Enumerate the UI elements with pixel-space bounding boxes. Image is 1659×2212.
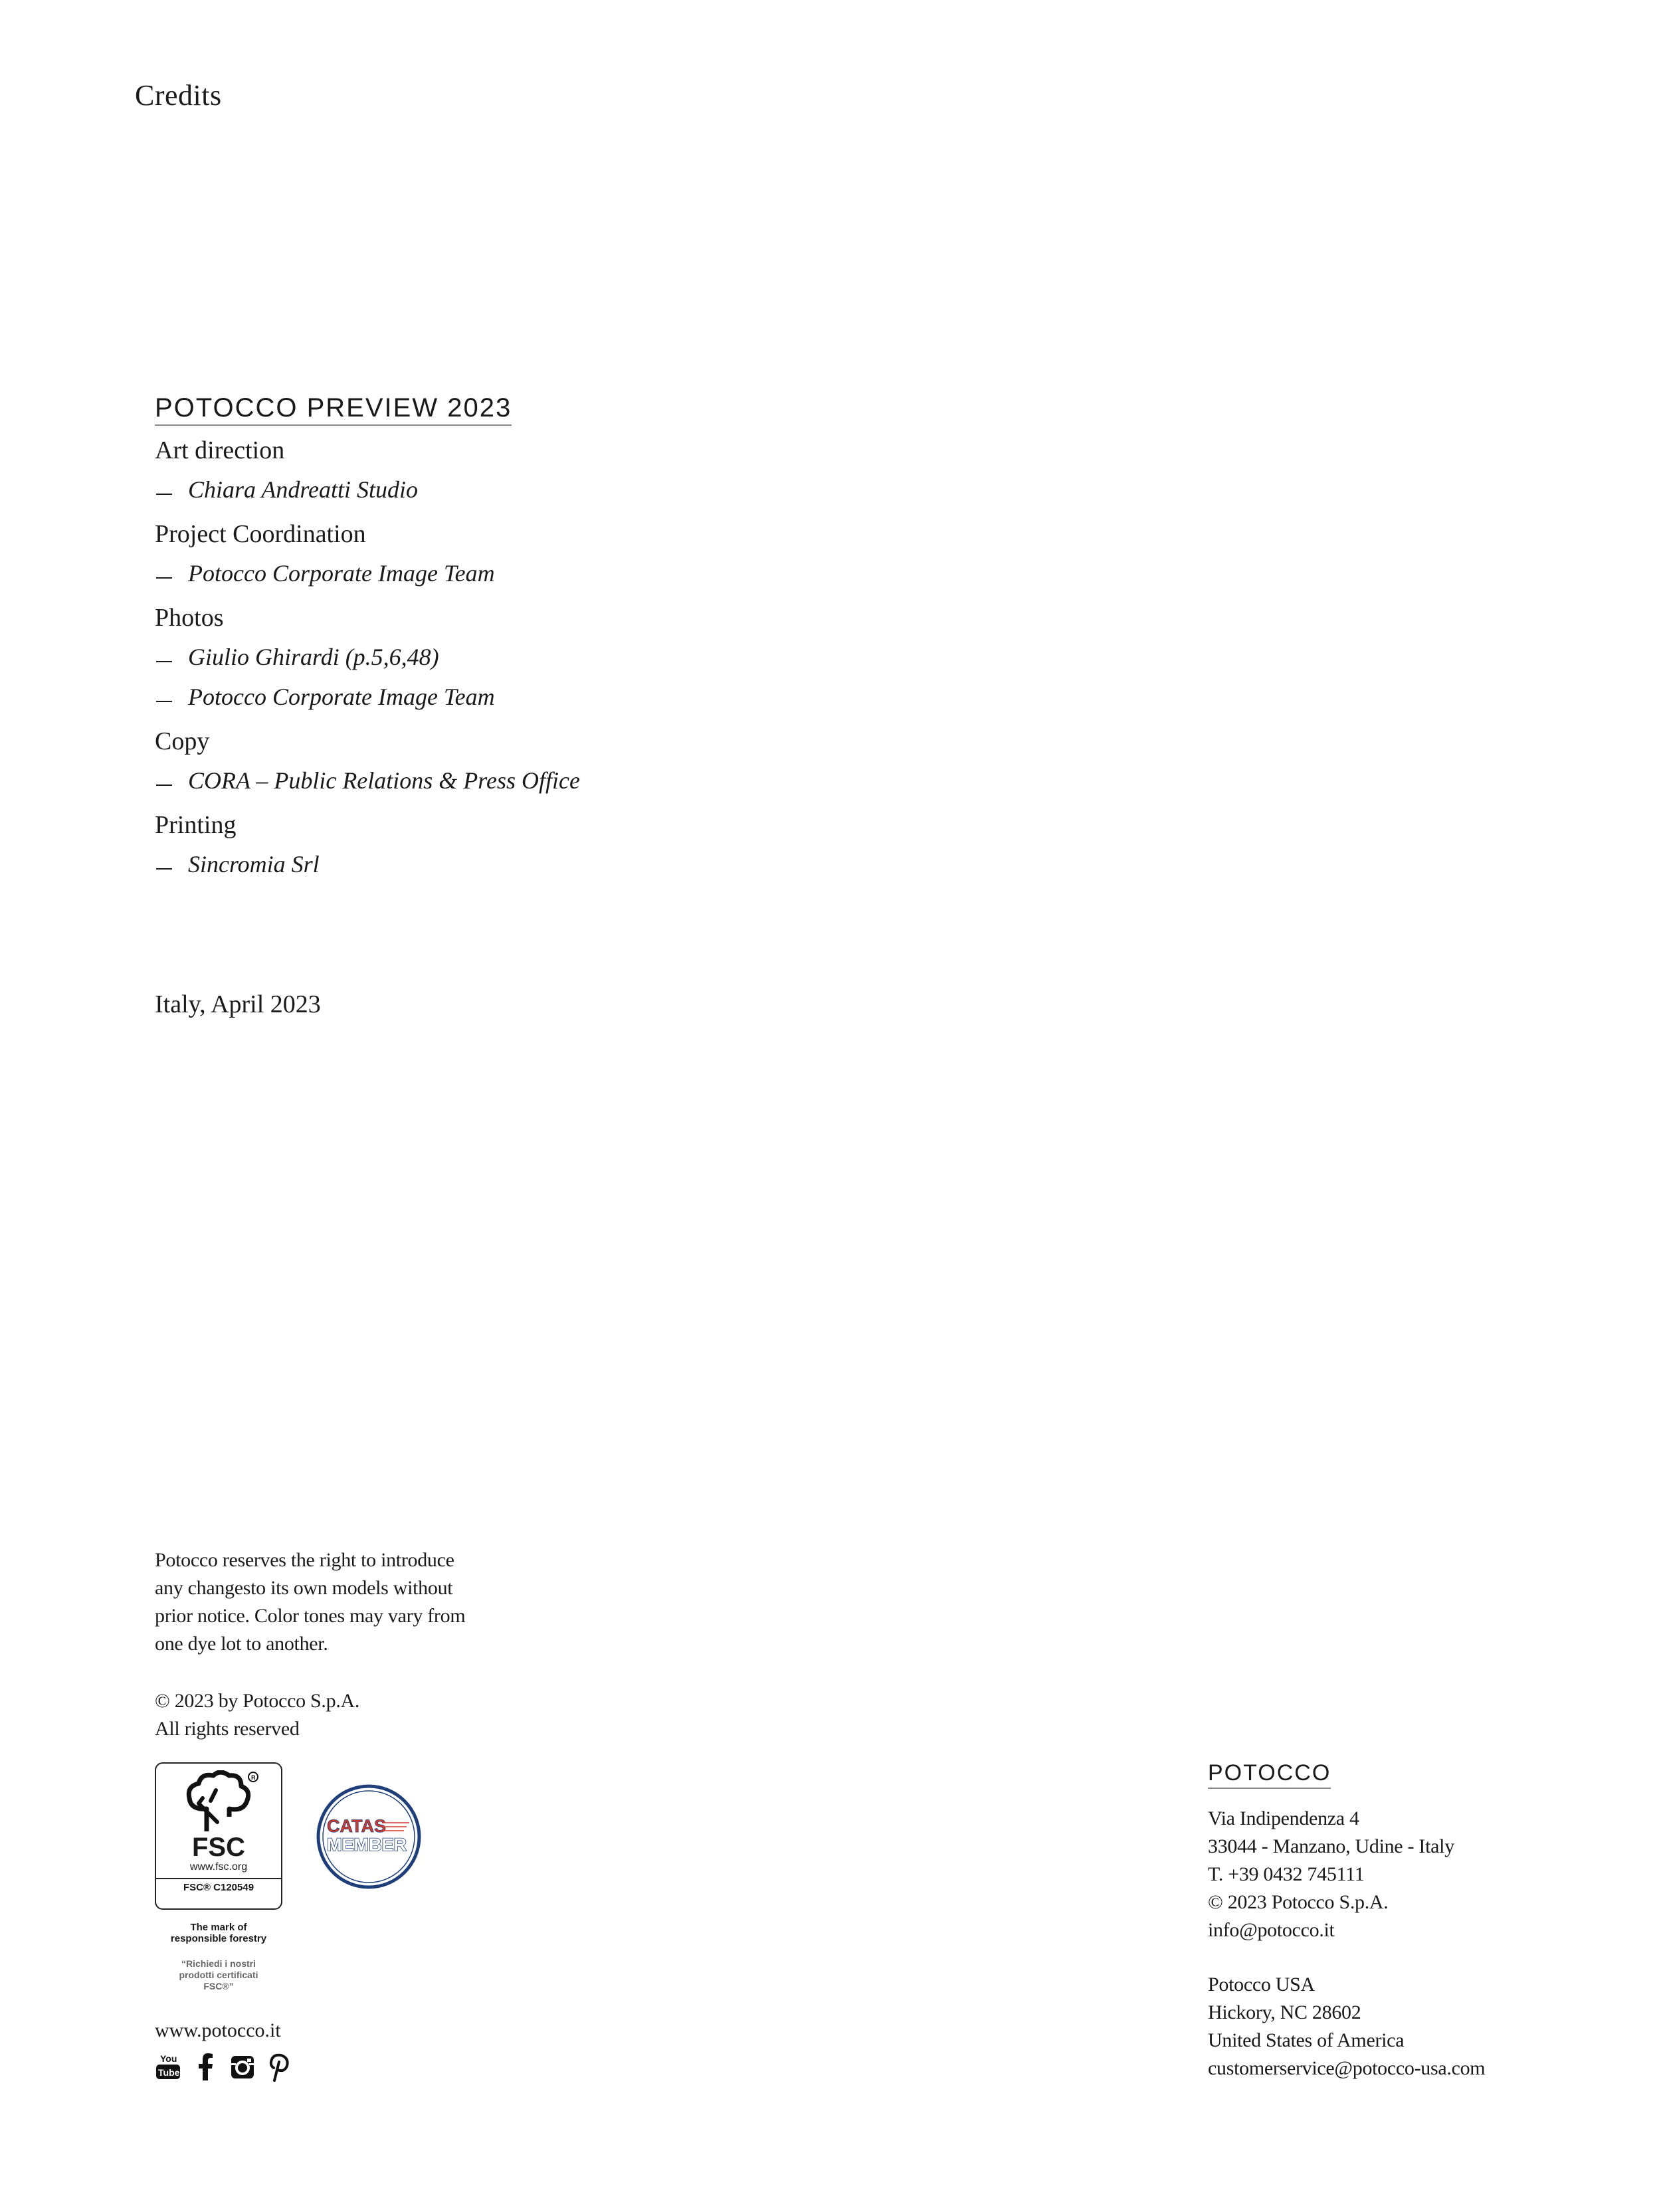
credit-role: Printing xyxy=(155,811,237,839)
credit-group-printing xyxy=(155,806,753,884)
facebook-icon[interactable] xyxy=(192,2053,219,2082)
credits-block xyxy=(155,393,753,884)
copyright-line: All rights reserved xyxy=(155,1718,300,1740)
fsc-logo xyxy=(155,1762,282,1910)
address-line: United States of America xyxy=(1208,2029,1405,2051)
credit-entry-text: Sincromia Srl xyxy=(188,851,320,877)
credit-group-photos xyxy=(155,599,753,717)
dash-marker xyxy=(156,494,172,495)
credit-entry-text: Potocco Corporate Image Team xyxy=(188,684,495,710)
dash-marker xyxy=(156,784,172,786)
fsc-mark-line: The mark of xyxy=(190,1922,247,1933)
disclaimer-line: any changesto its own models without xyxy=(155,1577,453,1599)
catas-member-logo xyxy=(316,1784,421,1889)
fsc-tree-icon xyxy=(172,1770,265,1837)
fsc-mark-line: responsible forestry xyxy=(170,1933,267,1944)
fsc-note-line: “Richiedi i nostri xyxy=(181,1958,256,1969)
italy-address xyxy=(1208,1805,1640,1944)
credit-entry xyxy=(155,677,753,717)
brand-title: POTOCCO xyxy=(1208,1760,1331,1789)
credit-entry xyxy=(155,844,753,884)
date-line: Italy, April 2023 xyxy=(155,990,321,1018)
svg-text:Tube: Tube xyxy=(158,2067,180,2078)
credit-role: Project Coordination xyxy=(155,520,366,548)
credit-entry-text: Giulio Ghirardi (p.5,6,48) xyxy=(188,644,439,670)
credit-entry xyxy=(155,761,753,800)
fsc-note-line: prodotti certificati xyxy=(179,1970,258,1980)
disclaimer-line: one dye lot to another. xyxy=(155,1633,328,1655)
credit-entry-text: Chiara Andreatti Studio xyxy=(188,476,419,503)
address-line: 33044 - Manzano, Udine - Italy xyxy=(1208,1835,1454,1857)
credit-group-copy xyxy=(155,722,753,800)
address-line: Hickory, NC 28602 xyxy=(1208,2001,1361,2023)
catas-member-word: MEMBER xyxy=(327,1835,407,1855)
fsc-note-line: FSC®” xyxy=(203,1981,234,1991)
credit-entry xyxy=(155,470,753,509)
pinterest-icon[interactable] xyxy=(266,2053,293,2082)
fsc-code: FSC® C120549 xyxy=(183,1882,254,1893)
instagram-icon[interactable] xyxy=(229,2053,256,2082)
dash-marker xyxy=(156,661,172,662)
credit-role: Art direction xyxy=(155,436,285,464)
credit-group-art-direction xyxy=(155,431,753,509)
youtube-icon[interactable] xyxy=(155,2053,181,2082)
usa-address xyxy=(1208,1971,1640,2082)
address-line: Via Indipendenza 4 xyxy=(1208,1807,1359,1829)
address-line: Potocco USA xyxy=(1208,1974,1315,1995)
email-link[interactable]: info@potocco.it xyxy=(1208,1919,1335,1941)
credit-group-project-coordination xyxy=(155,515,753,593)
fsc-note-text xyxy=(155,1958,282,1992)
page-title: Credits xyxy=(135,79,222,112)
credit-entry-text: CORA – Public Relations & Press Office xyxy=(188,767,580,794)
dash-marker xyxy=(156,701,172,702)
disclaimer xyxy=(155,1546,527,1658)
fsc-mark-text xyxy=(155,1922,282,1944)
credit-role: Photos xyxy=(155,604,224,632)
copyright-line: © 2023 by Potocco S.p.A. xyxy=(155,1690,360,1712)
svg-text:You: You xyxy=(160,2053,177,2064)
disclaimer-line: prior notice. Color tones may vary from xyxy=(155,1605,466,1627)
svg-text:R: R xyxy=(251,1774,256,1781)
fsc-word: FSC xyxy=(192,1833,245,1862)
email-link[interactable]: customerservice@potocco-usa.com xyxy=(1208,2057,1486,2079)
copyright xyxy=(155,1687,359,1743)
phone-line: T. +39 0432 745111 xyxy=(1208,1863,1365,1885)
credits-section-title: POTOCCO PREVIEW 2023 xyxy=(155,393,512,426)
catas-word: CATAS xyxy=(327,1816,386,1836)
social-icons xyxy=(155,2053,293,2082)
fsc-url: www.fsc.org xyxy=(189,1861,248,1873)
contact-block xyxy=(1208,1760,1640,2082)
disclaimer-line: Potocco reserves the right to introduce xyxy=(155,1549,454,1571)
credit-entry-text: Potocco Corporate Image Team xyxy=(188,560,495,587)
dash-marker xyxy=(156,577,172,579)
website-link[interactable]: www.potocco.it xyxy=(155,2019,281,2041)
credit-entry xyxy=(155,553,753,593)
copyright-line: © 2023 Potocco S.p.A. xyxy=(1208,1891,1389,1913)
credit-role: Copy xyxy=(155,727,210,755)
credit-entry xyxy=(155,637,753,677)
dash-marker xyxy=(156,868,172,870)
